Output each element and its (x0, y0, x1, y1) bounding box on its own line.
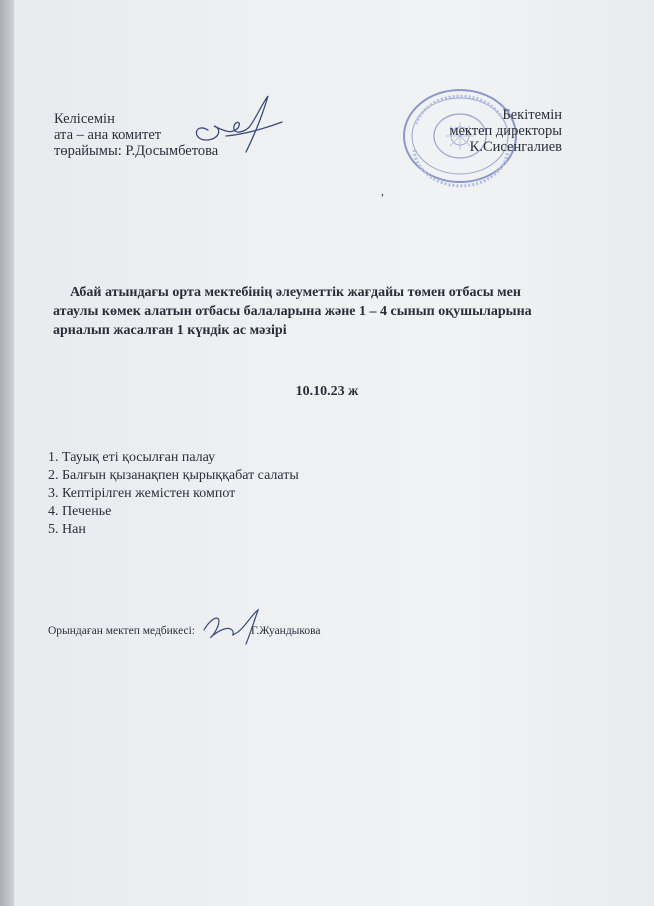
right-header-line1: Бекітемін (502, 107, 562, 123)
menu-item: 1. Тауық еті қосылған палау (48, 450, 216, 465)
right-header-line2: мектеп директоры (449, 123, 562, 139)
menu-list (48, 449, 299, 539)
nurse-signature-line (48, 625, 321, 637)
page-edge (0, 0, 14, 906)
signature-left (186, 92, 296, 162)
title-line1: Абай атындағы орта мектебінің әлеуметтік жағдайы төмен отбасы мен (70, 285, 521, 300)
menu-item: 2. Балғын қызанақпен қырыққабат салаты (48, 468, 299, 483)
approval-right-block (432, 107, 562, 155)
right-header-line3: К.Сисенгалиев (469, 139, 562, 155)
left-header-line3: төрайымы: Р.Досымбетова (54, 143, 219, 159)
menu-item: 5. Нан (48, 522, 86, 537)
title-line3: арналып жасалған 1 күндік ас мәзірі (53, 323, 287, 338)
nurse-name: Г.Жуандыкова (251, 625, 321, 637)
menu-item: 4. Печенье (48, 504, 112, 519)
title-line2: атаулы көмек алатын отбасы балаларына және 1 – 4 сынып оқушыларына (53, 304, 532, 319)
nurse-label: Орындаған мектеп медбикесі: (48, 625, 195, 637)
left-header-line2: ата – ана комитет (54, 127, 162, 143)
signature-nurse (198, 606, 268, 646)
stray-mark: , (381, 184, 384, 198)
left-header-line1: Келісемін (54, 111, 115, 127)
document-date: 10.10.23 ж (295, 384, 359, 399)
menu-item: 3. Кептірілген жемістен компот (48, 486, 236, 501)
document-title (53, 283, 613, 340)
